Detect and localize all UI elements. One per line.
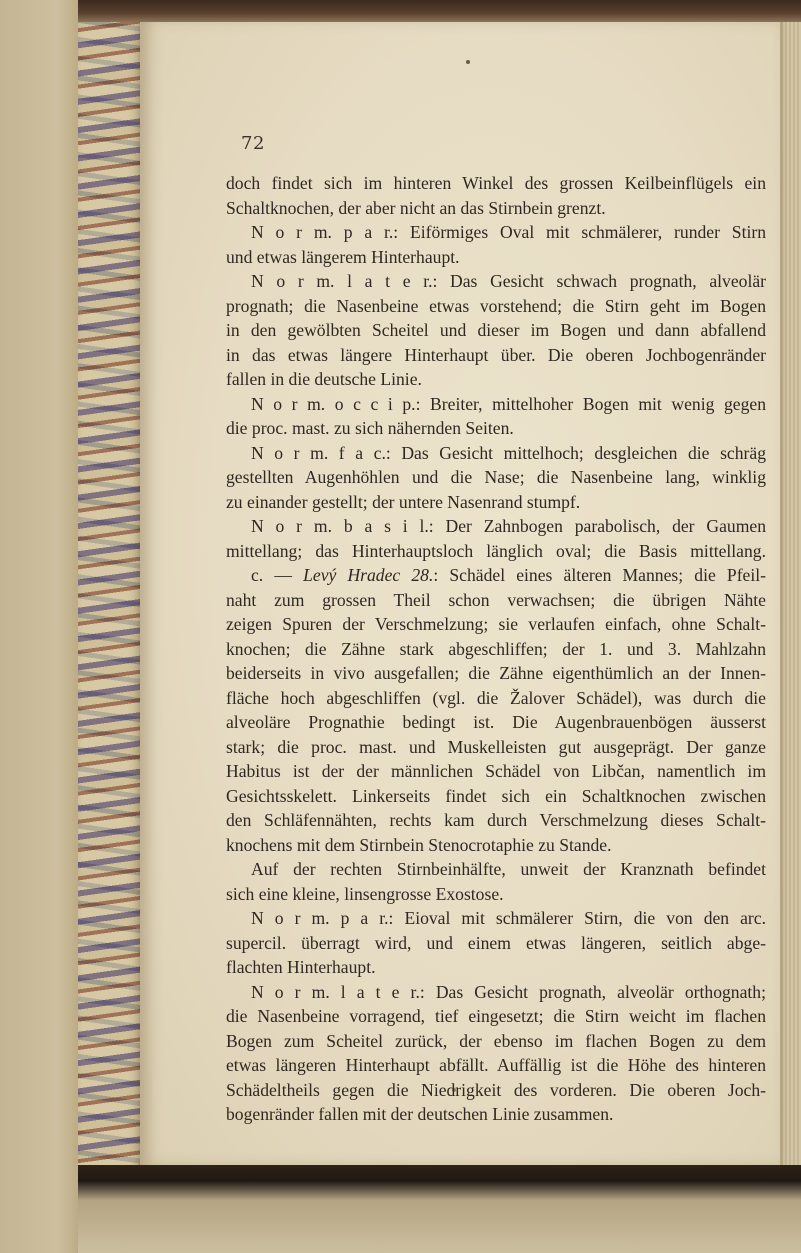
- text-line: den Schläfennähten, rechts kam durch Verschmelzung dieses Schalt-: [226, 810, 766, 830]
- text-line: die Nasenbeine vorragend, tief eingesetzt; die Stirn weicht im flachen: [226, 1006, 766, 1026]
- text-line: bogenränder fallen mit der deutschen Linie zusammen.: [226, 1104, 614, 1124]
- text-line: N o r m. l a t e r.: Das Gesicht prognath, alveolär orthognath;: [251, 981, 766, 1002]
- text-line: die proc. mast. zu sich nähernden Seiten.: [226, 418, 514, 438]
- text-line: sich eine kleine, linsengrosse Exostose.: [226, 883, 504, 904]
- text-line: N o r m. p a r.: Eioval mit schmälerer Stirn, die von den arc.: [251, 908, 766, 928]
- text-line: N o r m. f a c.: Das Gesicht mittelhoch; desgleichen die schräg: [251, 442, 766, 463]
- left-margin-background: [0, 0, 82, 1253]
- marbled-page-edge: [78, 14, 144, 1174]
- text-line: mittellang; das Hinterhauptsloch länglich oval; die Basis mittellang.: [226, 540, 766, 561]
- text-line: prognath; die Nasenbeine etwas vorstehend; die Stirn geht im Bogen: [226, 295, 766, 316]
- text-line: N o r m. o c c i p.: Breiter, mittelhoher Bogen mit wenig gegen: [251, 393, 766, 414]
- text-line: fläche hoch abgeschliffen (vgl. die Žalover Schädel), was durch die: [226, 687, 766, 708]
- book-cover-top-edge: [78, 0, 801, 22]
- text-line: naht zum grossen Theil schon verwachsen; die übrigen Nähte: [226, 589, 766, 610]
- text-line: zeigen Spuren der Verschmelzung; sie verlaufen einfach, ohne Schalt-: [226, 614, 766, 634]
- text-line: Bogen zum Scheitel zurück, der ebenso im flachen Bogen zu dem: [226, 1030, 766, 1051]
- text-line: zu einander gestellt; der untere Nasenrand stumpf.: [226, 491, 581, 512]
- text-line: und etwas längerem Hinterhaupt.: [226, 246, 460, 267]
- text-line: alveoläre Prognathie bedingt ist. Die Augenbrauenbögen äusserst: [226, 712, 766, 732]
- text-line: knochen; die Zähne stark abgeschliffen; der 1. und 3. Mahlzahn: [226, 638, 766, 659]
- text-line: Schaltknochen, der aber nicht an das Stirnbein grenzt.: [226, 197, 606, 218]
- text-line: Schädeltheils gegen die Niedrigkeit des vorderen. Die oberen Joch-: [226, 1079, 766, 1100]
- text-line: etwas längeren Hinterhaupt abfällt. Auffällig ist die Höhe des hinteren: [226, 1055, 766, 1075]
- page-speck: [466, 60, 470, 64]
- page-number: 72: [241, 133, 265, 154]
- book-cover-bottom-edge: [78, 1165, 801, 1253]
- text-line: c. — Levý Hradec 28.: Schädel eines älteren Mannes; die Pfeil-: [251, 565, 766, 585]
- text-line: in den gewölbten Scheitel und dieser im Bogen und dann abfallend: [226, 320, 766, 340]
- text-line: beiderseits in vivo ausgefallen; die Zähne eigenthümlich an der Innen-: [226, 663, 766, 683]
- text-line: fallen in die deutsche Linie.: [226, 369, 422, 389]
- text-line: Habitus ist der der männlichen Schädel von Libčan, namentlich im: [226, 761, 766, 781]
- text-line: gestellten Augenhöhlen und die Nase; die Nasenbeine lang, winklig: [226, 467, 766, 487]
- text-line: doch findet sich im hinteren Winkel des grossen Keilbeinflügels ein: [226, 173, 766, 193]
- text-line: in das etwas längere Hinterhaupt über. Die oberen Jochbogenränder: [226, 344, 766, 365]
- text-line: flachten Hinterhaupt.: [226, 957, 376, 977]
- text-line: N o r m. p a r.: Eiförmiges Oval mit schmälerer, runder Stirn: [251, 222, 766, 242]
- text-line: N o r m. l a t e r.: Das Gesicht schwach prognath, alveolär: [251, 271, 766, 291]
- text-line: knochens mit dem Stirnbein Stenocrotaphie zu Stande.: [226, 834, 612, 855]
- text-line: Auf der rechten Stirnbeinhälfte, unweit der Kranznath befindet: [251, 859, 766, 879]
- body-text: [226, 171, 766, 1127]
- text-line: stark; die proc. mast. und Muskelleisten gut ausgeprägt. Der ganze: [226, 736, 766, 757]
- text-line: Gesichtsskelett. Linkerseits findet sich ein Schaltknochen zwischen: [226, 785, 766, 806]
- text-line: supercil. überragt wird, und einem etwas längeren, seitlich abge-: [226, 932, 766, 953]
- text-line: N o r m. b a s i l.: Der Zahnbogen parabolisch, der Gaumen: [251, 516, 766, 536]
- italic-reference: Levý Hradec 28.: [303, 565, 434, 585]
